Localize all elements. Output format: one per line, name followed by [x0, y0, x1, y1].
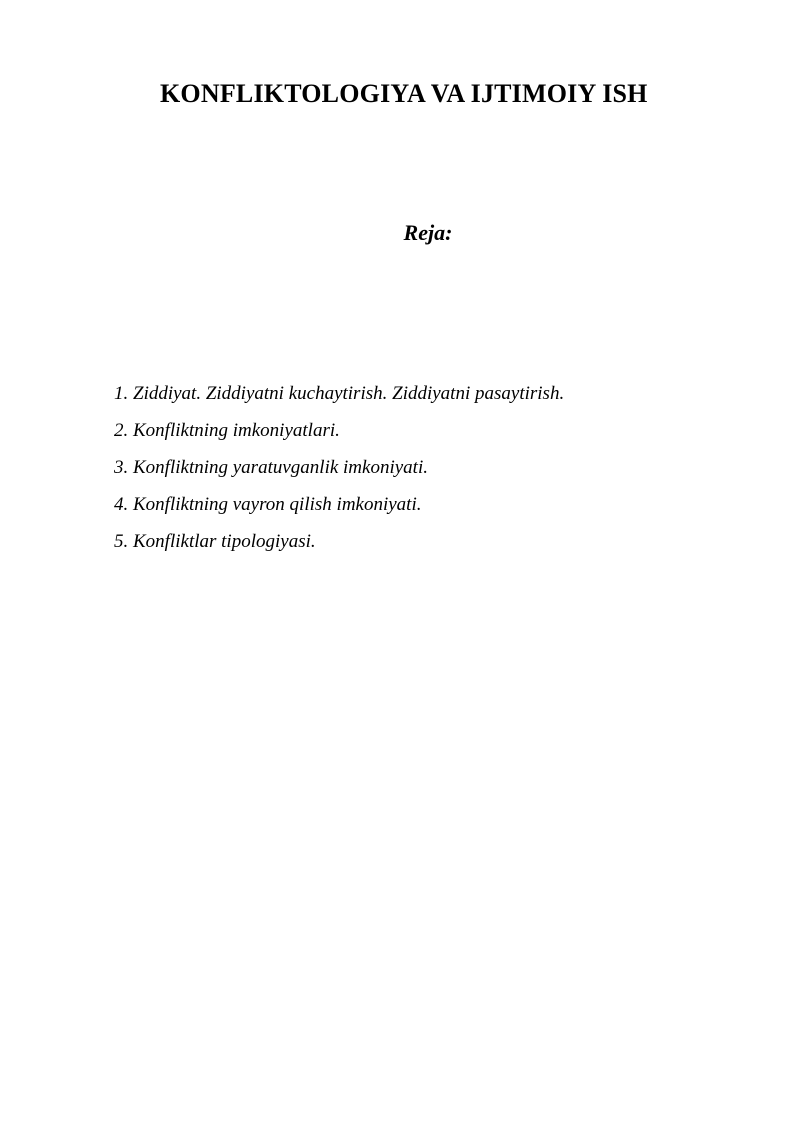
plan-item — [114, 375, 564, 412]
plan-item-text: Ziddiyat. Ziddiyatni kuchaytirish. Ziddiyatni pasaytirish. — [133, 382, 565, 404]
plan-item-text: Konfliktning imkoniyatlari. — [133, 419, 340, 441]
plan-item-text: Konfliktlar tipologiyasi. — [133, 530, 316, 552]
document-title: KONFLIKTOLOGIYA VA IJTIMOIY ISH — [160, 79, 648, 108]
plan-item — [114, 449, 564, 486]
plan-item-number: 3. — [114, 456, 129, 478]
plan-item — [114, 523, 564, 560]
plan-item — [114, 412, 564, 449]
plan-item-text: Konfliktning vayron qilish imkoniyati. — [133, 493, 422, 515]
plan-item-number: 2. — [114, 419, 129, 441]
plan-item-number: 5. — [114, 530, 129, 552]
plan-item-text: Konfliktning yaratuvganlik imkoniyati. — [133, 456, 428, 478]
plan-list — [114, 375, 564, 560]
plan-heading: Reja: — [403, 220, 453, 245]
plan-item-number: 1. — [114, 382, 129, 404]
plan-item-number: 4. — [114, 493, 129, 515]
plan-item — [114, 486, 564, 523]
